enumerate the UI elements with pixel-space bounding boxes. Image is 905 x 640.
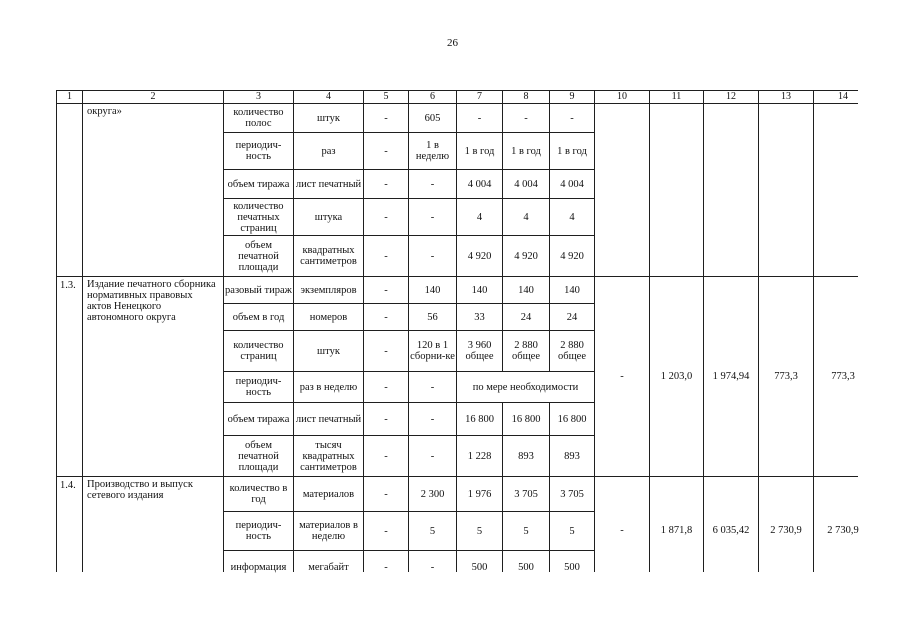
unit-cell: номеров [294,304,363,330]
value-cell: - [409,199,456,235]
value-cell: - [364,436,408,476]
value-cell: - [364,170,408,198]
value-cell: 893 [503,436,549,476]
indicator-name-cell: периодич-ность [224,512,293,550]
value-cell [595,104,649,276]
value-cell: - [364,304,408,330]
column-header: 14 [814,91,872,103]
value-cell: 3 705 [503,477,549,511]
value-cell: 2 300 [409,477,456,511]
value-cell: 773,3 [814,277,872,476]
indicator-name-cell: объем в год [224,304,293,330]
value-cell: - [409,236,456,276]
value-cell: 120 в 1 сборни-ке [409,331,456,371]
item-name-cell: Издание печатного сборника нормативных правовых актов Ненецкого автономного округа [83,277,223,476]
unit-cell: штук [294,104,363,132]
value-cell: - [409,403,456,435]
value-cell: - [364,104,408,132]
value-cell: 5 [409,512,456,550]
value-cell: 4 920 [457,236,502,276]
value-cell: 16 800 [503,403,549,435]
budget-table [56,90,858,572]
value-cell: 24 [550,304,594,330]
value-cell: - [364,277,408,303]
value-cell: 5 [550,512,594,550]
value-cell: 500 [503,551,549,583]
indicator-name-cell: объем печатной площади [224,436,293,476]
value-cell: 140 [457,277,502,303]
value-cell: 1 976 [457,477,502,511]
unit-cell: экземпляров [294,277,363,303]
indicator-name-cell: объем тиража [224,403,293,435]
value-cell: 2 730,9 [759,477,813,583]
column-header: 1 [57,91,82,103]
value-cell: - [457,104,502,132]
value-cell: 1 203,0 [650,277,703,476]
value-cell: - [364,133,408,169]
indicator-name-cell: объем тиража [224,170,293,198]
value-cell [650,104,703,276]
unit-cell: материалов в неделю [294,512,363,550]
value-cell: 1 в неделю [409,133,456,169]
value-cell: - [364,236,408,276]
value-cell: - [364,551,408,583]
unit-cell: лист печатный [294,403,363,435]
unit-cell: лист печатный [294,170,363,198]
indicator-name-cell: объем печатной площади [224,236,293,276]
value-cell: 1 в год [503,133,549,169]
value-cell: 16 800 [550,403,594,435]
value-cell: 1 в год [457,133,502,169]
value-cell: 1 228 [457,436,502,476]
value-cell: 3 960 общее [457,331,502,371]
value-cell: 1 в год [550,133,594,169]
value-cell: 5 [503,512,549,550]
value-cell: - [364,199,408,235]
value-cell: - [503,104,549,132]
row-number-cell: 1.4. [57,477,82,583]
unit-cell: материалов [294,477,363,511]
column-header: 2 [83,91,223,103]
indicator-name-cell: количество печатных страниц [224,199,293,235]
value-cell: - [364,512,408,550]
value-cell: 4 [457,199,502,235]
value-cell: 3 705 [550,477,594,511]
unit-cell: штука [294,199,363,235]
value-cell [759,104,813,276]
indicator-name-cell: периодич-ность [224,372,293,402]
indicator-name-cell: количество полос [224,104,293,132]
unit-cell: мегабайт [294,551,363,583]
unit-cell: тысяч квадратных сантиметров [294,436,363,476]
page-number: 26 [447,37,458,49]
value-cell: - [364,372,408,402]
column-header: 3 [224,91,293,103]
column-header: 12 [704,91,758,103]
value-cell: 605 [409,104,456,132]
indicator-name-cell: количество страниц [224,331,293,371]
row-number-cell [57,104,82,276]
value-cell: - [409,551,456,583]
value-cell: 16 800 [457,403,502,435]
value-cell: 33 [457,304,502,330]
value-cell: 4 [550,199,594,235]
unit-cell: штук [294,331,363,371]
column-header: 13 [759,91,813,103]
value-cell: - [364,477,408,511]
value-cell: 4 920 [503,236,549,276]
value-cell: 2 730,9 [814,477,872,583]
value-cell [704,104,758,276]
unit-cell: раз [294,133,363,169]
unit-cell: раз в неделю [294,372,363,402]
value-cell: 6 035,42 [704,477,758,583]
column-header: 8 [503,91,549,103]
value-cell: 500 [550,551,594,583]
value-cell: 4 004 [457,170,502,198]
value-cell: 2 880 общее [503,331,549,371]
value-cell: 4 [503,199,549,235]
column-header: 4 [294,91,363,103]
column-header: 11 [650,91,703,103]
value-cell: - [364,403,408,435]
unit-cell: квадратных сантиметров [294,236,363,276]
value-cell [814,104,872,276]
value-cell: - [364,331,408,371]
value-cell: - [409,436,456,476]
value-cell: 5 [457,512,502,550]
column-header: 5 [364,91,408,103]
value-cell: - [550,104,594,132]
value-cell: 1 871,8 [650,477,703,583]
row-number-cell: 1.3. [57,277,82,476]
column-header: 7 [457,91,502,103]
indicator-name-cell: разовый тираж [224,277,293,303]
value-cell: 500 [457,551,502,583]
value-cell: 1 974,94 [704,277,758,476]
value-cell: - [595,277,649,476]
value-cell: 140 [409,277,456,303]
item-name-cell: округа» [83,104,223,276]
column-header: 10 [595,91,649,103]
column-header: 9 [550,91,594,103]
value-cell: 24 [503,304,549,330]
value-cell: 140 [503,277,549,303]
indicator-name-cell: периодич-ность [224,133,293,169]
value-cell: 2 880 общее [550,331,594,371]
item-name-cell: Производство и выпуск сетевого издания [83,477,223,583]
value-cell: - [409,170,456,198]
indicator-name-cell: информация [224,551,293,583]
value-cell: 4 004 [550,170,594,198]
column-header: 6 [409,91,456,103]
value-cell: 773,3 [759,277,813,476]
indicator-name-cell: количество в год [224,477,293,511]
value-cell: 4 004 [503,170,549,198]
value-cell: 893 [550,436,594,476]
merged-value-cell: по мере необходимости [457,372,594,402]
value-cell: 140 [550,277,594,303]
value-cell: 4 920 [550,236,594,276]
value-cell: 56 [409,304,456,330]
value-cell: - [409,372,456,402]
value-cell: - [595,477,649,583]
